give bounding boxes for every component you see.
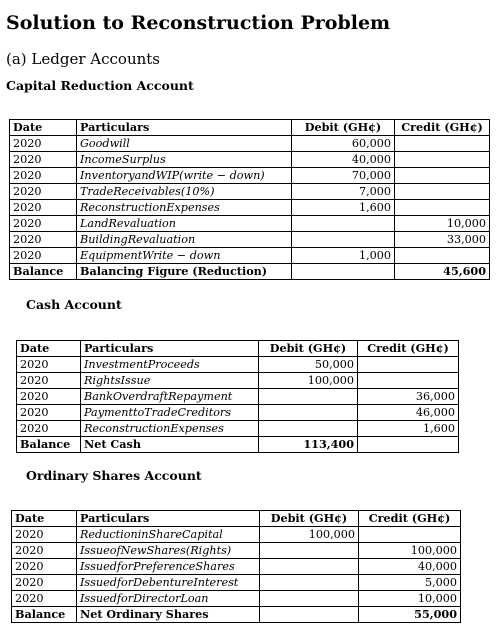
table-row — [10, 184, 490, 200]
date-cell: 2020 — [12, 559, 77, 575]
particulars-cell: LandRevaluation — [77, 216, 292, 232]
date-cell: 2020 — [10, 152, 77, 168]
particulars-cell: IssuedforDebentureInterest — [77, 575, 260, 591]
debit-cell: 100,000 — [260, 527, 359, 543]
credit-cell — [395, 168, 490, 184]
particulars-cell: IssuedforDirectorLoan — [77, 591, 260, 607]
date-cell: 2020 — [12, 527, 77, 543]
debit-cell — [259, 405, 358, 421]
particulars-cell: IncomeSurplus — [77, 152, 292, 168]
debit-cell — [260, 607, 359, 623]
credit-cell: 36,000 — [358, 389, 459, 405]
debit-cell: 100,000 — [259, 373, 358, 389]
particulars-cell: Net Ordinary Shares — [77, 607, 260, 623]
debit-cell: 1,000 — [292, 248, 395, 264]
column-header: Date — [17, 341, 81, 357]
debit-cell — [260, 559, 359, 575]
date-cell: 2020 — [17, 357, 81, 373]
capital-reduction-table — [9, 119, 490, 280]
table-header-row — [10, 120, 490, 136]
column-header: Date — [10, 120, 77, 136]
credit-cell: 55,000 — [359, 607, 461, 623]
ordinary-shares-table — [11, 510, 461, 623]
date-cell: 2020 — [17, 421, 81, 437]
date-cell: 2020 — [12, 575, 77, 591]
debit-cell — [259, 421, 358, 437]
credit-cell — [395, 152, 490, 168]
balance-row — [12, 607, 461, 623]
column-header: Credit (GH¢) — [359, 511, 461, 527]
column-header: Credit (GH¢) — [395, 120, 490, 136]
credit-cell — [395, 184, 490, 200]
debit-cell — [259, 389, 358, 405]
debit-cell — [260, 575, 359, 591]
credit-cell — [395, 200, 490, 216]
capital-reduction-heading: Capital Reduction Account — [6, 78, 194, 93]
debit-cell — [292, 216, 395, 232]
table-row — [12, 559, 461, 575]
balance-row — [17, 437, 459, 453]
debit-cell: 40,000 — [292, 152, 395, 168]
debit-cell — [292, 232, 395, 248]
cash-account-heading: Cash Account — [26, 297, 122, 312]
particulars-cell: IssuedforPreferenceShares — [77, 559, 260, 575]
ordinary-shares-heading: Ordinary Shares Account — [26, 468, 202, 483]
date-cell: Balance — [10, 264, 77, 280]
credit-cell: 5,000 — [359, 575, 461, 591]
date-cell: 2020 — [10, 232, 77, 248]
table-row — [12, 543, 461, 559]
debit-cell: 70,000 — [292, 168, 395, 184]
table-row — [17, 357, 459, 373]
particulars-cell: TradeReceivables(10%) — [77, 184, 292, 200]
column-header: Particulars — [77, 511, 260, 527]
particulars-cell: Net Cash — [81, 437, 259, 453]
column-header: Debit (GH¢) — [259, 341, 358, 357]
credit-cell: 10,000 — [395, 216, 490, 232]
credit-cell — [358, 373, 459, 389]
particulars-cell: BuildingRevaluation — [77, 232, 292, 248]
date-cell: Balance — [12, 607, 77, 623]
debit-cell — [260, 543, 359, 559]
column-header: Debit (GH¢) — [292, 120, 395, 136]
table-row — [12, 527, 461, 543]
debit-cell — [292, 264, 395, 280]
table-header-row — [17, 341, 459, 357]
cash-account-table — [16, 340, 459, 453]
date-cell: 2020 — [10, 216, 77, 232]
particulars-cell: ReductioninShareCapital — [77, 527, 260, 543]
credit-cell — [358, 437, 459, 453]
table-row — [17, 389, 459, 405]
table-row — [10, 136, 490, 152]
date-cell: 2020 — [17, 405, 81, 421]
date-cell: 2020 — [17, 389, 81, 405]
table-row — [12, 591, 461, 607]
table-row — [17, 405, 459, 421]
column-header: Particulars — [77, 120, 292, 136]
particulars-cell: BankOverdraftRepayment — [81, 389, 259, 405]
particulars-cell: Balancing Figure (Reduction) — [77, 264, 292, 280]
table-header-row — [12, 511, 461, 527]
column-header: Particulars — [81, 341, 259, 357]
credit-cell — [358, 357, 459, 373]
particulars-cell: ReconstructionExpenses — [77, 200, 292, 216]
table-row — [17, 421, 459, 437]
debit-cell: 113,400 — [259, 437, 358, 453]
credit-cell: 46,000 — [358, 405, 459, 421]
table-row — [10, 168, 490, 184]
table-row — [12, 575, 461, 591]
credit-cell: 100,000 — [359, 543, 461, 559]
credit-cell: 1,600 — [358, 421, 459, 437]
section-subtitle: (a) Ledger Accounts — [6, 50, 160, 68]
credit-cell — [395, 136, 490, 152]
debit-cell: 60,000 — [292, 136, 395, 152]
particulars-cell: PaymenttoTradeCreditors — [81, 405, 259, 421]
particulars-cell: InventoryandWIP(write − down) — [77, 168, 292, 184]
date-cell: 2020 — [10, 136, 77, 152]
credit-cell: 10,000 — [359, 591, 461, 607]
credit-cell: 40,000 — [359, 559, 461, 575]
date-cell: 2020 — [12, 543, 77, 559]
particulars-cell: ReconstructionExpenses — [81, 421, 259, 437]
table-row — [10, 200, 490, 216]
debit-cell: 7,000 — [292, 184, 395, 200]
date-cell: Balance — [17, 437, 81, 453]
particulars-cell: IssueofNewShares(Rights) — [77, 543, 260, 559]
debit-cell — [260, 591, 359, 607]
date-cell: 2020 — [12, 591, 77, 607]
particulars-cell: EquipmentWrite − down — [77, 248, 292, 264]
page-title: Solution to Reconstruction Problem — [6, 12, 391, 34]
date-cell: 2020 — [10, 168, 77, 184]
date-cell: 2020 — [10, 248, 77, 264]
balance-row — [10, 264, 490, 280]
credit-cell — [395, 248, 490, 264]
table-row — [10, 248, 490, 264]
table-row — [10, 232, 490, 248]
date-cell: 2020 — [10, 184, 77, 200]
credit-cell: 45,600 — [395, 264, 490, 280]
column-header: Date — [12, 511, 77, 527]
column-header: Debit (GH¢) — [260, 511, 359, 527]
debit-cell: 50,000 — [259, 357, 358, 373]
credit-cell: 33,000 — [395, 232, 490, 248]
table-row — [10, 152, 490, 168]
column-header: Credit (GH¢) — [358, 341, 459, 357]
table-row — [10, 216, 490, 232]
particulars-cell: RightsIssue — [81, 373, 259, 389]
particulars-cell: Goodwill — [77, 136, 292, 152]
date-cell: 2020 — [17, 373, 81, 389]
table-row — [17, 373, 459, 389]
date-cell: 2020 — [10, 200, 77, 216]
debit-cell: 1,600 — [292, 200, 395, 216]
particulars-cell: InvestmentProceeds — [81, 357, 259, 373]
credit-cell — [359, 527, 461, 543]
